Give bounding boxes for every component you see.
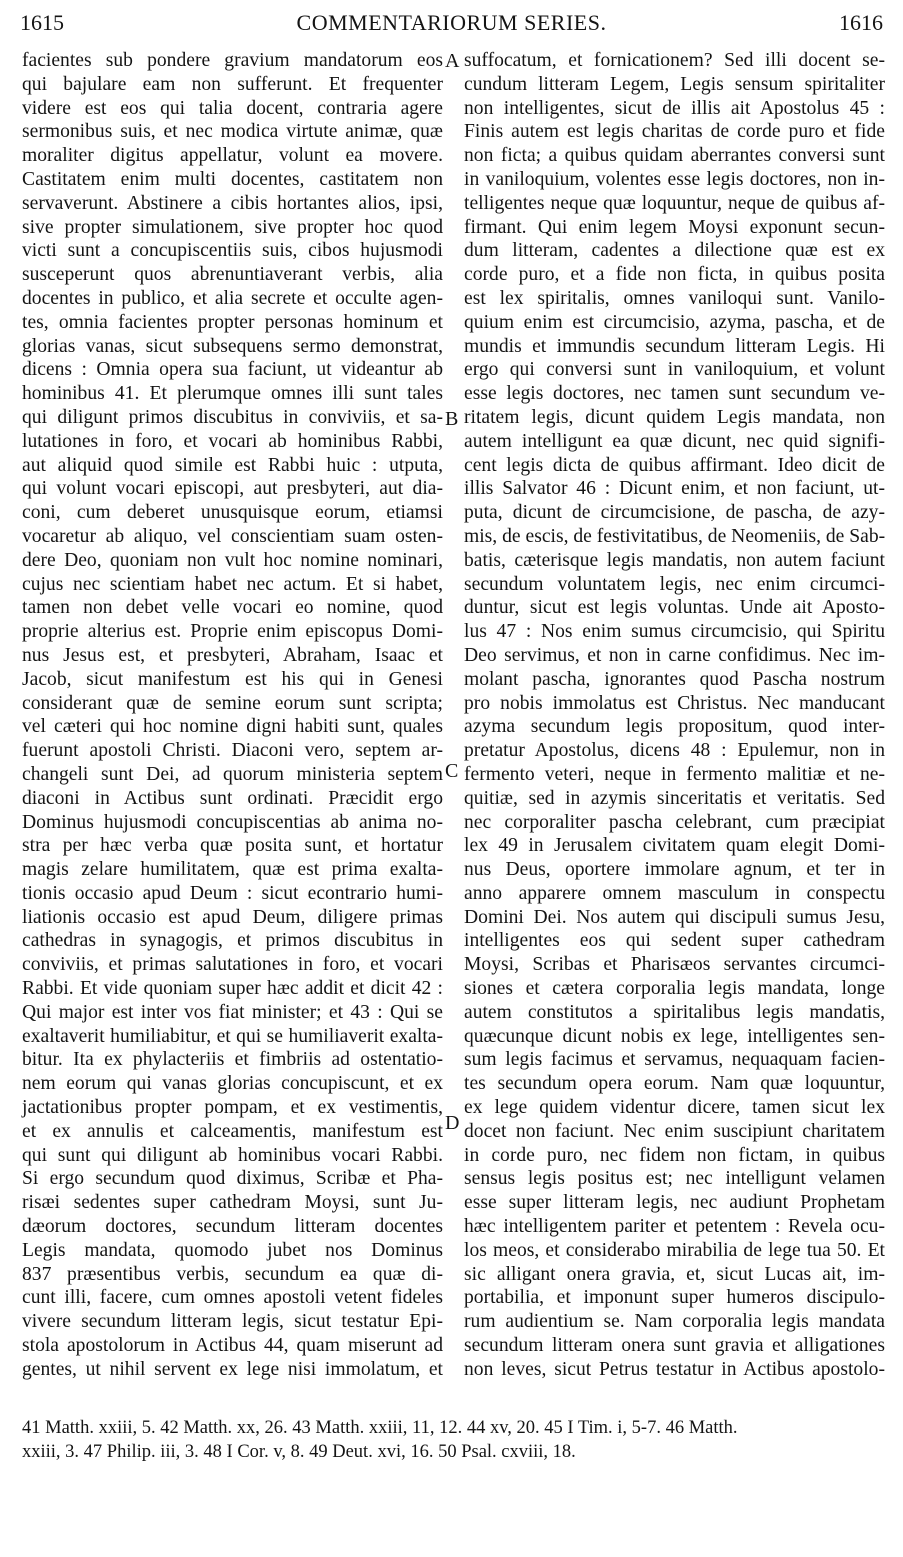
text-line: exaltaverit humiliabitur, et qui se humiliaverit exalta- — [22, 1025, 443, 1047]
footnotes — [22, 1416, 885, 1464]
text-line: qui bajulare eam non sufferunt. Et frequenter — [22, 73, 443, 95]
text-line: nec corporaliter pascha celebrant, cum præcipiat — [464, 811, 885, 833]
text-line: batis, cæterisque legis mandatis, non autem faciunt — [464, 549, 885, 571]
text-line: servaverunt. Abstinere a cibis hortantes alios, ipsi, — [22, 192, 443, 214]
text-line: sum legis facimus et servamus, nequaquam facien- — [464, 1049, 885, 1071]
text-line: dæorum doctores, secundum litteram docentes — [22, 1216, 443, 1238]
text-line: secundum voluntatem legis, nec enim circumci- — [464, 573, 885, 595]
text-line: duntur, sicut est legis voluntas. Unde ait Aposto- — [464, 597, 885, 619]
text-line: non intelligentes, sicut de illis ait Apostolus 45 : — [464, 97, 885, 119]
right-text-column — [464, 49, 885, 1382]
running-title: COMMENTARIORUM SERIES. — [296, 10, 607, 35]
text-line: diaconi in Actibus sunt ordinati. Præcidit ergo — [22, 787, 443, 809]
text-line: est lex spiritalis, omnes vaniloqui sunt. Vanilo- — [464, 287, 885, 309]
page-number-left: 1615 — [20, 10, 64, 35]
text-line: sive propter simulationem, sive propter hoc quod — [22, 216, 443, 238]
text-line: considerant quæ de semine eorum sunt scripta; — [22, 692, 443, 714]
text-line: cent legis dicta de quibus affirmant. Ideo dicit de — [464, 454, 885, 476]
page-header — [20, 10, 883, 40]
text-line: susceperunt quos abrenuntiaverant verbis, alia — [22, 264, 443, 286]
text-line: sermonibus suis, et nec modica virtute animæ, quæ — [22, 121, 443, 143]
text-line: changeli sunt Dei, ad quorum ministeria septem — [22, 763, 443, 785]
text-line: fuerunt apostoli Christi. Diaconi vero, septem ar- — [22, 740, 443, 762]
text-line: suffocatum, et fornicationem? Sed illi docent se- — [464, 50, 885, 71]
text-line: Deo servimus, et non in carne confidimus. Nec im- — [464, 644, 885, 666]
text-line: ex lege quidem videntur dicere, tamen sicut lex — [464, 1097, 885, 1119]
text-line: non ficta; a quibus quidam aberrantes conversi sunt — [464, 145, 885, 167]
text-line: 837 præsentibus verbis, secundum ea quæ di- — [22, 1263, 443, 1285]
text-line: cathedras in synagogis, et primos discubitus in — [22, 930, 443, 952]
text-line: stra per hæc verba quæ posita sunt, et hortatur — [22, 835, 443, 857]
text-line: nus Deus, oportere immolare agnum, et ter in — [464, 859, 885, 881]
text-line: quitiæ, sed in azymis sinceritatis et veritatis. Sed — [464, 787, 885, 809]
text-line: ritatem legis, dicunt quidem Legis mandata, non — [464, 406, 885, 428]
text-line: azyma secundum legis propositum, quod inter- — [464, 716, 885, 738]
text-line: siones et cætera corporalia legis mandata, longe — [464, 978, 885, 1000]
section-marker-d: D — [445, 1112, 460, 1134]
text-line: ergo qui conversi sunt in vaniloquium, et volunt — [464, 359, 885, 381]
text-line: Castitatem enim multi docentes, castitatem non — [22, 168, 443, 190]
page-number-right: 1616 — [839, 10, 883, 35]
text-line: corde puro, et a fide non ficta, in quibus posita — [464, 264, 885, 286]
text-line: autem intelligunt ea quæ dicunt, nec quid signifi- — [464, 430, 885, 452]
text-line: dicens : Omnia opera sua faciunt, ut videantur ab — [22, 359, 443, 381]
text-line: tes secundum opera eorum. Nam quæ loquuntur, — [464, 1073, 885, 1095]
text-line: esse legis doctores, nec tamen sunt secundum ve- — [464, 383, 885, 405]
text-line: nus Jesus est, et presbyteri, Abraham, Isaac et — [22, 644, 443, 666]
text-line: cundum litteram Legem, Legis sensum spiritaliter — [464, 73, 885, 95]
section-marker-b: B — [445, 408, 459, 430]
text-line: glorias vanas, sicut subsequens sermo demonstrat, — [22, 335, 443, 357]
text-line: illis Salvator 46 : Dicunt enim, et non faciunt, ut- — [464, 478, 885, 500]
section-marker-c: C — [445, 760, 459, 782]
text-line: tamen non debet velle vocari eo nomine, quod — [22, 597, 443, 619]
text-line: risæi sedentes super cathedram Moysi, sunt Ju- — [22, 1192, 443, 1214]
text-line: Moysi, Scribas et Pharisæos servantes circumci- — [464, 954, 885, 976]
text-line: lex 49 in Jerusalem civitatem quam elegit Domi- — [464, 835, 885, 857]
text-line: proprie alterius est. Proprie enim episcopus Domi- — [22, 621, 443, 643]
text-line: quium enim est circumcisio, azyma, pascha, et de — [464, 311, 885, 333]
text-line: coni, cum deberet unusquisque eorum, etiamsi — [22, 502, 443, 524]
text-line: facientes sub pondere gravium mandatorum eos — [22, 50, 443, 71]
text-line: Finis autem est legis charitas de corde puro et fide — [464, 121, 885, 143]
text-line: aut aliquid quod simile est Rabbi huic : utputa, — [22, 454, 443, 476]
text-line: portabilia, et imponunt super humeros discipulo- — [464, 1287, 885, 1309]
text-line: gentes, ut nihil servent ex lege nisi immolatum, et — [22, 1358, 443, 1380]
text-line: firmant. Qui enim legem Moysi exponunt secun- — [464, 216, 885, 238]
text-line: lutationes in foro, et vocari ab hominibus Rabbi, — [22, 430, 443, 452]
text-line: conviviis, et primas salutationes in foro, et vocari — [22, 954, 443, 976]
text-line: docet non faciunt. Nec enim suscipiunt charitatem — [464, 1120, 885, 1142]
text-line: moraliter digitus appellatur, volunt ea movere. — [22, 145, 443, 167]
text-line: stola apostolorum in Actibus 44, quam miserunt ad — [22, 1335, 443, 1357]
text-line: sensus legis positus est; nec intelligunt velamen — [464, 1168, 885, 1190]
text-line: telligentes neque quæ loquuntur, neque de quibus af- — [464, 192, 885, 214]
text-line: tionis occasio apud Deum : sicut econtrario humi- — [22, 882, 443, 904]
text-line: dere Deo, quoniam non vult hoc nomine nominari, — [22, 549, 443, 571]
left-text-column — [22, 49, 443, 1382]
text-line: puta, dicunt de circumcisione, de pascha, de azy- — [464, 502, 885, 524]
text-line: videre est eos qui talia docent, contraria agere — [22, 97, 443, 119]
text-line: mis, de escis, de festivitatibus, de Neomeniis, de Sab- — [464, 525, 886, 547]
text-line: Domini Dei. Nos autem qui discipuli sumus Jesu, — [464, 906, 885, 928]
text-line: esse super litteram legis, nec audiunt Prophetam — [464, 1192, 885, 1214]
text-line: qui sunt qui diligunt ab hominibus vocari Rabbi. — [22, 1144, 443, 1166]
text-line: rum audientium se. Nam corporalia legis mandata — [464, 1311, 885, 1333]
text-line: secundum litteram onera sunt gravia et alligationes — [464, 1335, 885, 1357]
text-line: pro nobis immolatus est Christus. Nec manducant — [464, 692, 885, 714]
footnote-line: 41 Matth. xxiii, 5. 42 Matth. xx, 26. 43 Matth. xxiii, 11, 12. 44 xv, 20. 45 I Tim. i, 5-7. 46 Matth. — [22, 1418, 738, 1438]
text-line: Legis mandata, quomodo jubet nos Dominus — [22, 1239, 443, 1261]
text-line: bitur. Ita ex phylacteriis et fimbriis ad ostentatio- — [22, 1049, 443, 1071]
text-line: in vaniloquium, volentes esse legis doctores, non in- — [464, 168, 885, 190]
text-line: vivere secundum litteram legis, sicut testatur Epi- — [22, 1311, 443, 1333]
text-line: mundis et immundis secundum litteram Legis. Hi — [464, 335, 885, 357]
text-line: nem eorum qui vanas glorias concupiscunt, et ex — [22, 1073, 443, 1095]
text-line: victi sunt a concupiscentiis suis, cibos hujusmodi — [22, 240, 443, 262]
text-line: los meos, et considerabo mirabilia de lege tua 50. Et — [464, 1239, 885, 1261]
text-line: molant pascha, ignorantes quod Pascha nostrum — [464, 668, 885, 690]
text-line: Dominus hujusmodi concupiscentias ab anima no- — [22, 811, 443, 833]
text-line: in corde puro, nec fidem non fictam, in quibus — [464, 1144, 885, 1166]
text-line: vel cæteri qui hoc nomine digni habiti sunt, quales — [22, 716, 443, 738]
text-line: cunt illi, facere, cum omnes apostoli vetent fideles — [22, 1287, 443, 1309]
text-line: Jacob, sicut manifestum est his qui in Genesi — [22, 668, 443, 690]
text-line: pretatur Apostolus, dicens 48 : Epulemur, non in — [464, 740, 885, 762]
section-marker-a: A — [445, 50, 460, 72]
text-line: hæc intelligentem pariter et petentem : Revela ocu- — [464, 1216, 885, 1238]
text-line: et ex annulis et calceamentis, manifestum est — [22, 1120, 443, 1142]
text-line: intelligentes eos qui sedent super cathedram — [464, 930, 885, 952]
text-line: cujus nec scientiam habet nec actum. Et si habet, — [22, 573, 443, 595]
text-line: tes, omnia facientes propter personas hominum et — [22, 311, 443, 333]
text-line: quæcunque dicunt nobis ex lege, intelligentes sen- — [464, 1025, 885, 1047]
text-line: fermento veteri, neque in fermento malitiæ et ne- — [464, 763, 885, 785]
text-line: vocaretur ab aliquo, vel conscientiam suam osten- — [22, 525, 443, 547]
text-line: lus 47 : Nos enim sumus circumcisio, qui Spiritu — [464, 621, 885, 643]
footnote-line: xxiii, 3. 47 Philip. iii, 3. 48 I Cor. v, 8. 49 Deut. xvi, 16. 50 Psal. cxviii, 18. — [22, 1442, 576, 1462]
text-line: autem constitutos a spiritalibus legis mandatis, — [464, 1001, 885, 1023]
text-line: dum litteram, cadentes a dilectione quæ est ex — [464, 240, 885, 262]
text-line: anno apparere omnem masculum in conspectu — [464, 882, 885, 904]
text-line: docentes in publico, et alia secrete et occulte agen- — [22, 287, 443, 309]
text-line: Si ergo secundum quod diximus, Scribæ et Pha- — [22, 1168, 443, 1190]
text-line: qui diligunt primos discubitus in conviviis, et sa- — [22, 406, 443, 428]
text-line: Rabbi. Et vide quoniam super hæc addit et dicit 42 : — [22, 978, 443, 1000]
text-line: sic alligant onera gravia, et, sicut Lucas ait, im- — [464, 1263, 885, 1285]
text-line: jactationibus propter pompam, et ex vestimentis, — [22, 1097, 443, 1119]
text-line: qui volunt vocari episcopi, aut presbyteri, aut dia- — [22, 478, 443, 500]
text-line: hominibus 41. Et plerumque omnes illi sunt tales — [22, 383, 443, 405]
text-line: non leves, sicut Petrus testatur in Actibus apostolo- — [464, 1358, 885, 1380]
text-line: liationis occasio est apud Deum, diligere primas — [22, 906, 443, 928]
text-line: Qui major est inter vos fiat minister; et 43 : Qui se — [22, 1001, 443, 1023]
text-line: magis zelare humilitatem, quæ est prima exalta- — [22, 859, 443, 881]
